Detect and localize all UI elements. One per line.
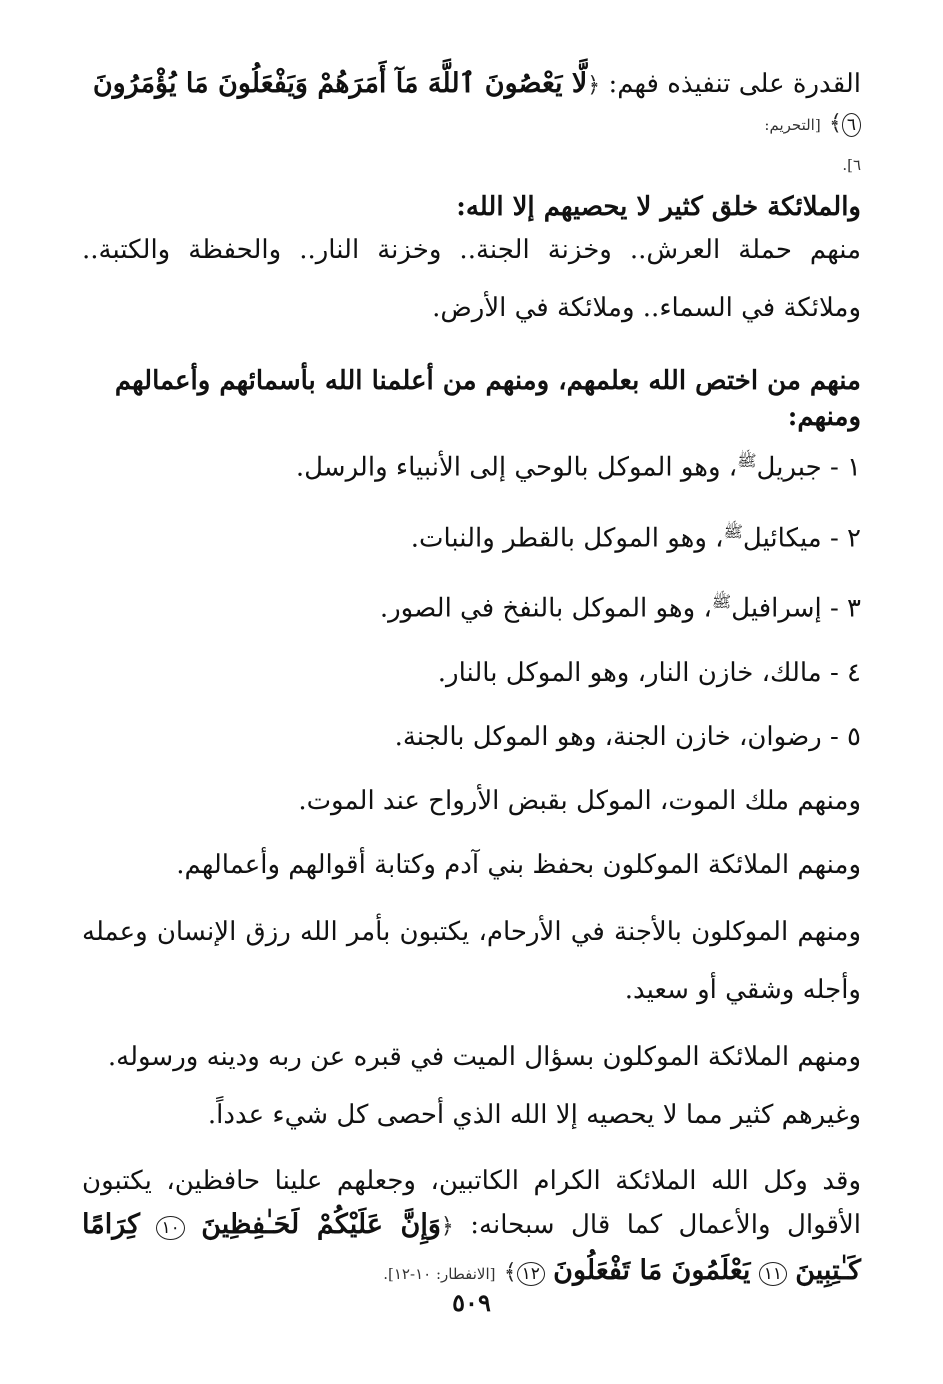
verse-number: ١١	[759, 1262, 787, 1286]
list-item	[82, 514, 861, 557]
list-item	[82, 719, 861, 755]
opening-line	[82, 66, 861, 143]
quran-bracket-close: ﴾	[503, 1259, 517, 1285]
honorific-mark: ﷺ	[711, 592, 732, 612]
verse-reference: [التحريم:	[764, 116, 821, 134]
paragraph-angel-types: منهم حملة العرش.. وخزنة الجنة.. وخزنة النار.. والحفظة والكتبة.. وملائكة في السماء.. وملائكة في الأرض.	[82, 235, 861, 323]
list-item	[82, 655, 861, 691]
quran-verse: وَإِنَّ عَلَيْكُمْ لَحَـٰفِظِينَ	[201, 1208, 441, 1240]
paragraph-grave-angels: ومنهم الملائكة الموكلون بسؤال الميت في قبره عن ربه ودينه ورسوله.	[107, 1041, 861, 1072]
paragraph-countless: وغيرهم كثير مما لا يحصيه إلا الله الذي أحصى كل شيء عدداً.	[207, 1099, 861, 1130]
verse-reference: [الانفطار: ١٠-١٢].	[383, 1264, 496, 1283]
item-text: ، وهو الموكل بالوحي إلى الأنبياء والرسل.	[295, 452, 738, 483]
verse-number: ١٠	[156, 1216, 184, 1240]
quran-bracket-open: ﴿	[587, 73, 601, 98]
list-item	[82, 443, 861, 486]
heading-angels-many: والملائكة خلق كثير لا يحصيهم إلا الله:	[456, 192, 861, 222]
intro-text: القدرة على تنفيذه فهم:	[608, 69, 861, 99]
final-text: وقد وكل الله الملائكة الكرام الكاتبين، وجعلهم علينا حافظين، يكتبون الأقوال والأعمال كما قال سبحانه:	[82, 1165, 862, 1240]
quran-verse: كِرَامًا كَـٰتِبِينَ	[82, 1208, 861, 1286]
verse-number: ٦	[842, 113, 861, 137]
paragraph-angel-of-death: ومنهم ملك الموت، الموكل بقبض الأرواح عند الموت.	[298, 785, 861, 816]
heading-known-angels: منهم من اختص الله بعلمهم، ومنهم من أعلمنا الله بأسمائهم وأعمالهم ومنهم:	[114, 366, 861, 432]
page-number: ٥٠٩	[452, 1288, 491, 1317]
item-text: ، وهو الموكل بالقطر والنبات.	[410, 523, 724, 554]
item-lead: ٢ - ميكائيل	[742, 523, 861, 554]
verse-reference-cont: ٦].	[842, 156, 861, 174]
item-lead: ٣ - إسرافيل	[731, 593, 861, 624]
quran-verse: لَّا يَعْصُونَ ٱللَّهَ مَآ أَمَرَهُمْ وَيَفْعَلُونَ مَا يُؤْمَرُونَ	[92, 68, 588, 99]
verse-number: ١٢	[517, 1262, 545, 1286]
list-item	[82, 584, 861, 627]
honorific-mark: ﷺ	[737, 451, 757, 470]
quran-verse: يَعْلَمُونَ مَا تَفْعَلُونَ	[553, 1254, 751, 1286]
item-lead: ٥ - رضوان، خازن الجنة، وهو الموكل بالجنة.	[394, 721, 861, 752]
item-lead: ٤ - مالك، خازن النار، وهو الموكل بالنار.	[437, 657, 861, 688]
item-text: ، وهو الموكل بالنفخ في الصور.	[379, 593, 712, 624]
honorific-mark: ﷺ	[723, 521, 743, 541]
item-lead: ١ - جبريل	[756, 452, 861, 483]
paragraph-guardian-angels: ومنهم الملائكة الموكلون بحفظ بني آدم وكتابة أقوالهم وأعمالهم.	[176, 849, 861, 880]
paragraph-womb-angels: ومنهم الموكلون بالأجنة في الأرحام، يكتبون بأمر الله رزق الإنسان وعمله وأجله وشقي أو سعيد.	[82, 916, 861, 1005]
quran-bracket-close: ﴾	[828, 111, 842, 136]
quran-bracket-open: ﴿	[440, 1213, 454, 1239]
paragraph-recording-angels	[82, 1159, 861, 1296]
